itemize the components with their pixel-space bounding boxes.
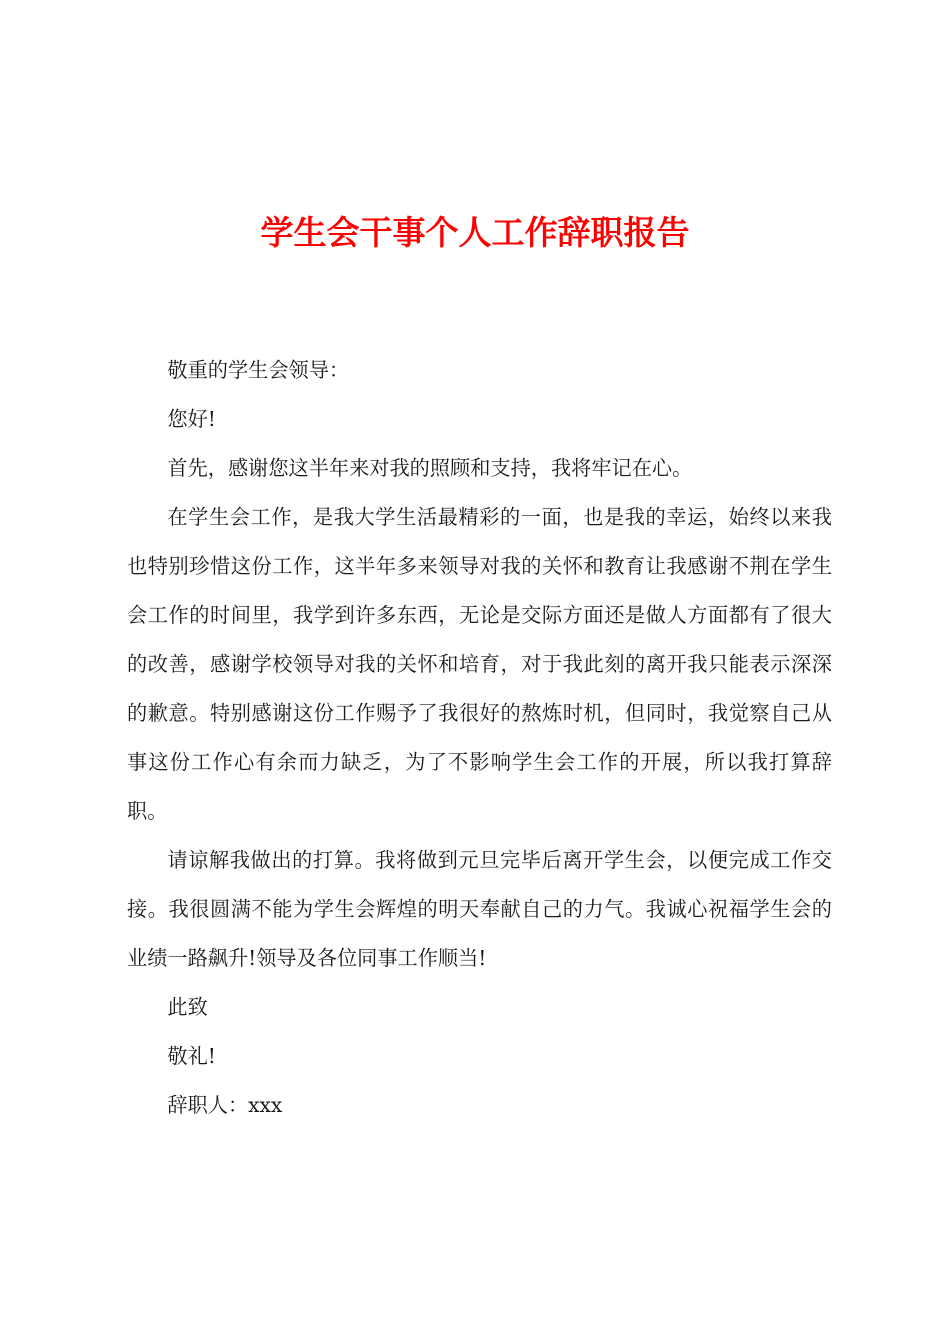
closing-line: 此致 xyxy=(167,995,208,1019)
closing-regards: 敬礼! xyxy=(167,1044,216,1068)
document-title: 学生会干事个人工作辞职报告 xyxy=(260,213,690,252)
signature: 辞职人：xxx xyxy=(167,1093,283,1117)
paragraph: 请谅解我做出的打算。我将做到元旦完毕后离开学生会，以便完成工作交接。我很圆满不能为学生会辉煌的明天奉献自己的力气。我诚心祝福学生会的业绩一路飙升!领导及各位同事工作顺当! xyxy=(127,848,832,970)
document-body xyxy=(127,346,832,1130)
paragraph: 首先，感谢您这半年来对我的照顾和支持，我将牢记在心。 xyxy=(167,456,693,480)
paragraph: 在学生会工作，是我大学生活最精彩的一面，也是我的幸运，始终以来我也特别珍惜这份工作，这半年多来领导对我的关怀和教育让我感谢不荆在学生会工作的时间里，我学到许多东西，无论是交际方面还是做人方面都有了很大的改善，感谢学校领导对我的关怀和培育，对于我此刻的离开我只能表示深深的歉意。特别感谢这份工作赐予了我很好的熬炼时机，但同时，我觉察自己从事这份工作心有余而力缺乏，为了不影响学生会工作的开展，所以我打算辞职。 xyxy=(127,505,832,823)
greeting: 您好! xyxy=(167,407,216,431)
salutation: 敬重的学生会领导： xyxy=(167,358,350,382)
